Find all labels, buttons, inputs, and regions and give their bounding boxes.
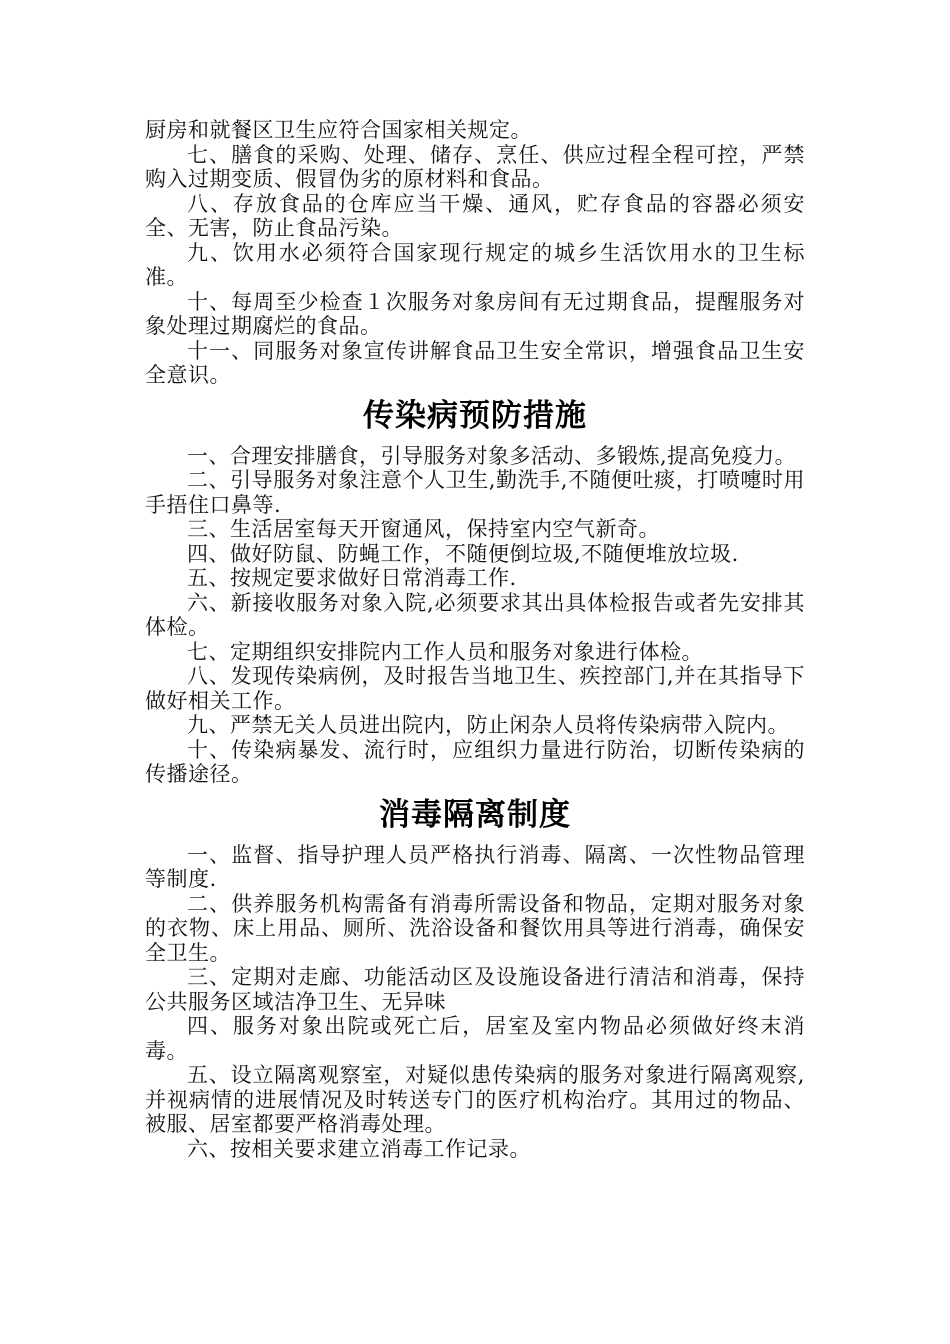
paragraph: 五、设立隔离观察室，对疑似患传染病的服务对象进行隔离观察,并视病情的进展情况及时转送专门的医疗机构治疗。其用过的物品、被服、居室都要严格消毒处理。 [145, 1063, 805, 1136]
paragraph: 二、引导服务对象注意个人卫生,勤洗手,不随便吐痰，打喷嚏时用手捂住口鼻等. [145, 468, 805, 517]
paragraph: 三、生活居室每天开窗通风，保持室内空气新奇。 [187, 517, 660, 541]
paragraph: 九、饮用水必须符合国家现行规定的城乡生活饮用水的卫生标准。 [145, 240, 805, 289]
section-title: 消毒隔离制度 [379, 796, 571, 833]
paragraph: 九、严禁无关人员进出院内，防止闲杂人员将传染病带入院内。 [187, 713, 789, 737]
paragraph: 十、每周至少检查１次服务对象房间有无过期食品，提醒服务对象处理过期腐烂的食品。 [145, 289, 805, 338]
section-title: 传染病预防措施 [363, 397, 587, 434]
paragraph: 厨房和就餐区卫生应符合国家相关规定。 [145, 118, 532, 142]
paragraph: 六、按相关要求建立消毒工作记录。 [187, 1136, 531, 1161]
infection-prevention-section [145, 388, 805, 787]
paragraph: 八、发现传染病例，及时报告当地卫生、疾控部门,并在其指导下做好相关工作。 [145, 664, 805, 713]
paragraph: 八、存放食品的仓库应当干燥、通风，贮存食品的容器必须安全、无害，防止食品污染。 [145, 191, 805, 240]
paragraph: 五、按规定要求做好日常消毒工作. [187, 566, 517, 590]
paragraph: 十、传染病暴发、流行时，应组织力量进行防治，切断传染病的传播途径。 [145, 737, 805, 786]
document-page [145, 118, 805, 1161]
paragraph: 十一、同服务对象宣传讲解食品卫生安全常识，增强食品卫生安全意识。 [145, 338, 805, 387]
disinfection-isolation-section [145, 787, 805, 1162]
paragraph: 四、做好防鼠、防蝇工作，不随便倒垃圾,不随便堆放垃圾. [187, 541, 739, 566]
paragraph: 六、新接收服务对象入院,必须要求其出具体检报告或者先安排其体检。 [145, 590, 805, 639]
paragraph: 一、监督、指导护理人员严格执行消毒、隔离、一次性物品管理等制度. [145, 842, 805, 891]
paragraph: 四、服务对象出院或死亡后，居室及室内物品必须做好终末消毒。 [145, 1014, 805, 1063]
food-hygiene-section [145, 118, 805, 388]
paragraph: 七、定期组织安排院内工作人员和服务对象进行体检。 [187, 639, 703, 664]
paragraph: 七、膳食的采购、处理、储存、烹任、供应过程全程可控，严禁购入过期变质、假冒伪劣的原材料和食品。 [145, 142, 805, 191]
paragraph: 一、合理安排膳食，引导服务对象多活动、多锻炼,提高免疫力。 [187, 443, 797, 468]
paragraph: 二、供养服务机构需备有消毒所需设备和物品，定期对服务对象的衣物、床上用品、厕所、洗浴设备和餐饮用具等进行消毒，确保安全卫生。 [145, 891, 805, 965]
paragraph: 三、定期对走廊、功能活动区及设施设备进行清洁和消毒，保持公共服务区域洁净卫生、无异味 [145, 965, 805, 1014]
